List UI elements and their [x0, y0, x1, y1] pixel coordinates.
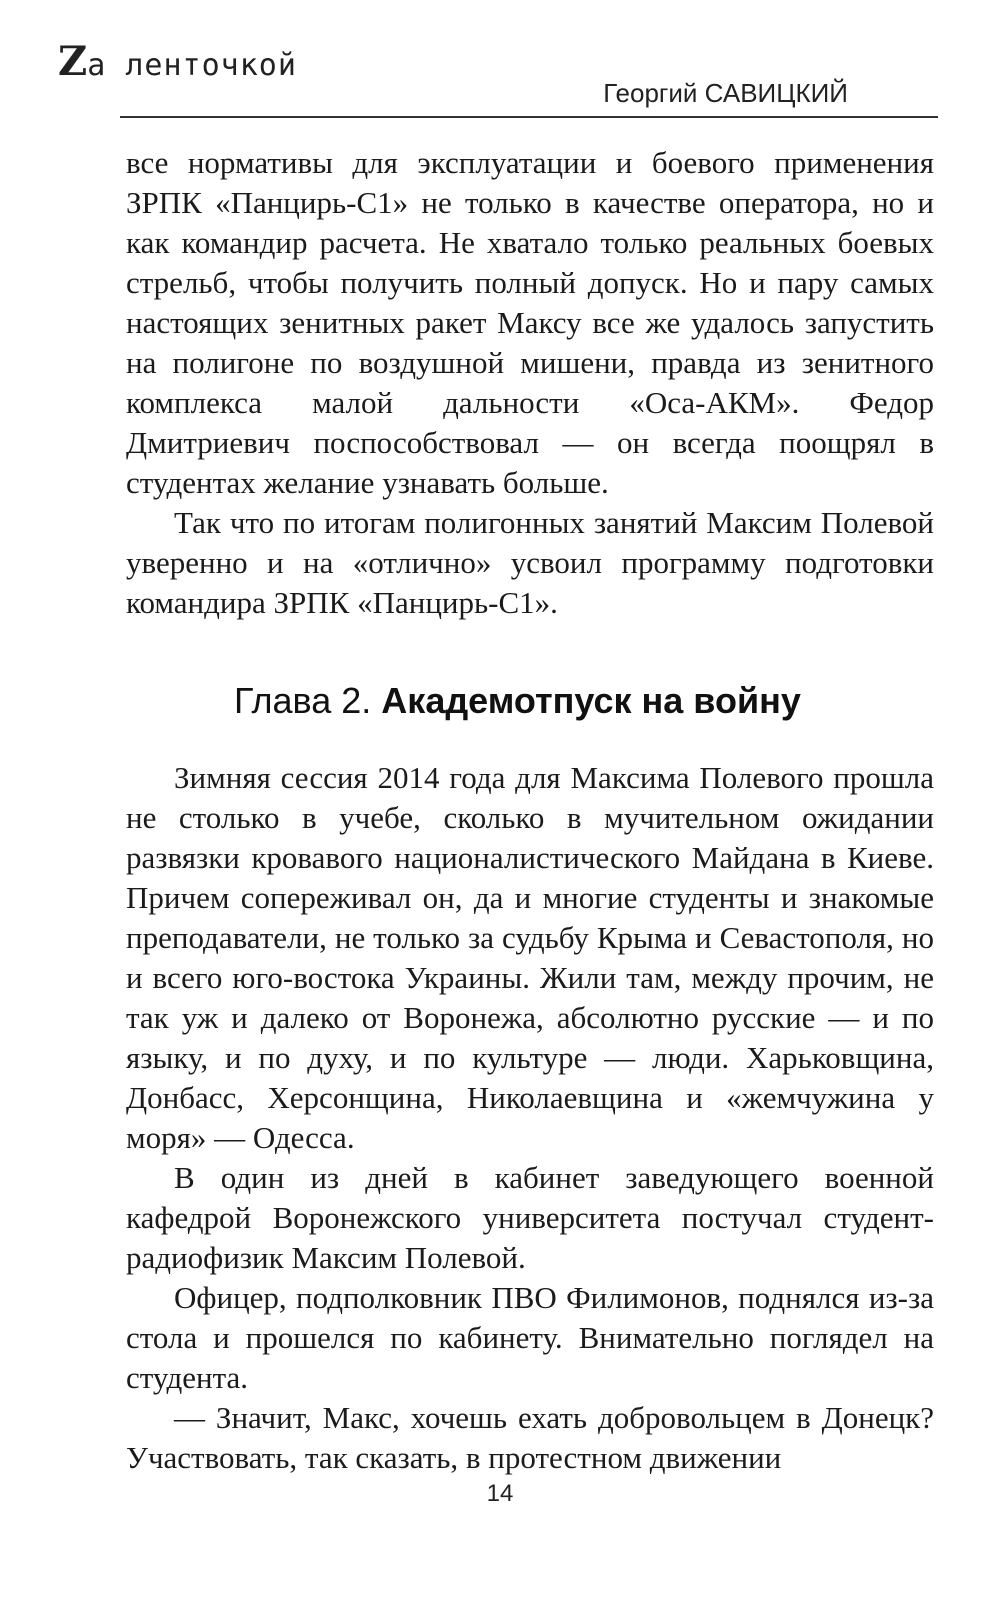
- paragraph: Офицер, подполковник ПВО Филимонов, поднялся из-за стола и прошелся по кабинету. Внимательно поглядел на студента.: [126, 1280, 934, 1395]
- text-block-top: [126, 143, 934, 623]
- series-title: [58, 38, 297, 85]
- series-title-rest: а ленточкой: [87, 48, 297, 83]
- text-block-bottom: [126, 758, 934, 1478]
- page-number: 14: [486, 1480, 514, 1507]
- paragraph: — Значит, Макс, хочешь ехать добровольцем в Донецк? Участвовать, так сказать, в протестном движении: [126, 1400, 934, 1475]
- series-title-z: Z: [58, 38, 88, 85]
- chapter-title: Академотпуск на войну: [381, 680, 801, 721]
- header-divider: [120, 116, 938, 118]
- chapter-heading: [234, 680, 801, 722]
- chapter-number: Глава 2.: [234, 680, 372, 721]
- paragraph: В один из дней в кабинет заведующего военной кафедрой Воронежского университета постучал студент-радиофизик Максим Полевой.: [126, 1160, 934, 1275]
- paragraph: Зимняя сессия 2014 года для Максима Полевого прошла не столько в учебе, сколько в мучительном ожидании развязки кровавого националистического Майдана в Киеве. Причем сопереживал он, да и многие студенты и знакомые преподаватели, не только за судьбу Крыма и Севастополя, но и всего юго-востока Украины. Жили там, между прочим, не так уж и далеко от Воронежа, абсолютно русские — и по языку, и по духу, и по культуре — люди. Харьковщина, Донбасс, Херсонщина, Николаевщина и «жемчужина у моря» — Одесса.: [126, 760, 934, 1155]
- paragraph: Так что по итогам полигонных занятий Максим Полевой уверенно и на «отлично» усвоил программу подготовки командира ЗРПК «Панцирь-С1».: [126, 505, 934, 620]
- author-name: Георгий САВИЦКИЙ: [603, 78, 848, 108]
- paragraph-continued: все нормативы для эксплуатации и боевого применения ЗРПК «Панцирь-С1» не только в качестве оператора, но и как командир расчета. Не хватало только реальных боевых стрельб, чтобы получить полный допуск. Но и пару самых настоящих зенитных ракет Максу все же удалось запустить на полигоне по воздушной мишени, правда из зенитного комплекса малой дальности «Оса-АКМ». Федор Дмитриевич поспособствовал — он всегда поощрял в студентах желание узнавать больше.: [126, 145, 934, 500]
